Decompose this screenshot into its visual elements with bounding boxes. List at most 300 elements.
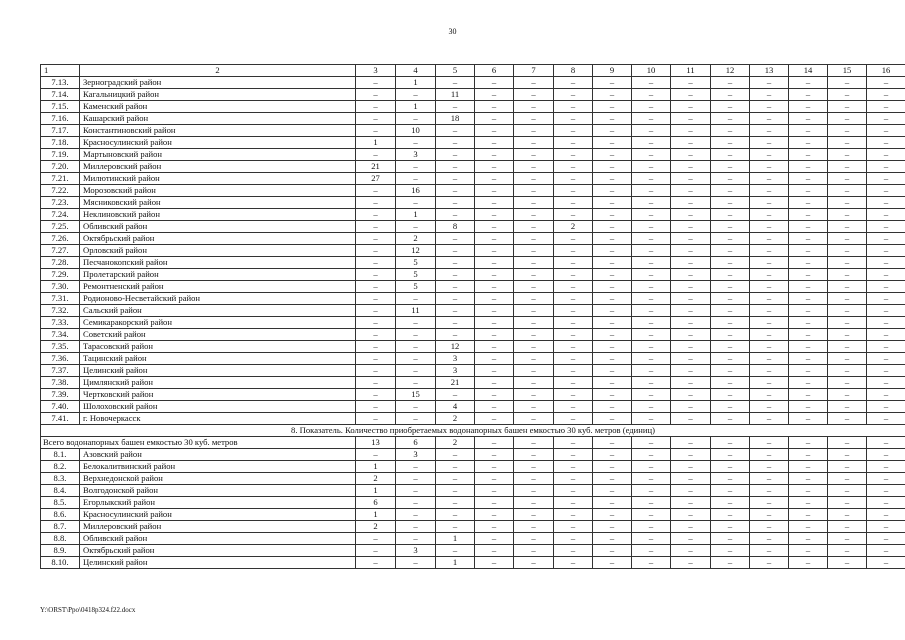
column-number-cell: 11 [671,65,711,77]
value-cell: – [789,149,828,161]
value-cell: – [789,557,828,569]
value-cell: – [867,509,905,521]
value-cell: – [514,77,554,89]
value-cell: – [475,389,514,401]
value-cell: – [475,269,514,281]
value-cell: – [554,557,593,569]
value-cell: – [593,545,632,557]
value-cell: – [867,497,905,509]
value-cell: – [711,389,750,401]
value-cell: – [867,473,905,485]
value-cell: – [436,473,475,485]
value-cell: – [828,413,867,425]
district-name-cell: Пролетарский район [80,269,356,281]
value-cell: – [593,101,632,113]
value-cell: – [632,401,671,413]
value-cell: – [671,233,711,245]
value-cell: – [711,269,750,281]
value-cell: – [356,293,396,305]
value-cell: – [593,389,632,401]
value-cell: – [671,485,711,497]
value-cell: – [514,221,554,233]
value-cell: – [396,509,436,521]
value-cell: – [436,173,475,185]
district-name-cell: Зерноградский район [80,77,356,89]
value-cell: – [671,545,711,557]
value-cell: – [671,401,711,413]
value-cell: – [593,521,632,533]
value-cell: – [475,185,514,197]
value-cell: – [867,533,905,545]
value-cell: – [867,365,905,377]
value-cell: – [867,485,905,497]
value-cell: – [828,485,867,497]
value-cell: – [436,545,475,557]
value-cell: – [750,413,789,425]
value-cell: – [554,377,593,389]
value-cell: – [789,389,828,401]
value-cell: – [828,497,867,509]
table-row [41,257,905,269]
value-cell: – [356,197,396,209]
value-cell: – [593,497,632,509]
value-cell: – [711,233,750,245]
value-cell: – [514,197,554,209]
value-cell: – [436,281,475,293]
value-cell: 2 [396,233,436,245]
value-cell: – [750,209,789,221]
value-cell: – [711,257,750,269]
table-row [41,317,905,329]
value-cell: – [750,521,789,533]
value-cell: – [789,353,828,365]
value-cell: – [356,365,396,377]
value-cell: – [475,521,514,533]
column-number-cell: 7 [514,65,554,77]
value-cell: – [554,485,593,497]
table-row [41,185,905,197]
total-value-cell: 13 [356,437,396,449]
value-cell: – [828,185,867,197]
value-cell: – [828,557,867,569]
value-cell: – [356,341,396,353]
value-cell: – [867,449,905,461]
total-row [41,437,905,449]
value-cell: 18 [436,113,475,125]
value-cell: – [356,317,396,329]
value-cell: – [514,317,554,329]
value-cell: – [789,125,828,137]
table-row [41,329,905,341]
value-cell: – [554,401,593,413]
row-number-cell: 7.32. [41,305,80,317]
value-cell: – [593,149,632,161]
value-cell: – [671,353,711,365]
value-cell: – [554,473,593,485]
row-number-cell: 7.20. [41,161,80,173]
value-cell: – [711,449,750,461]
row-number-cell: 7.23. [41,197,80,209]
district-name-cell: Мясниковский район [80,197,356,209]
row-number-cell: 7.27. [41,245,80,257]
value-cell: – [396,533,436,545]
value-cell: – [632,377,671,389]
value-cell: – [671,521,711,533]
table-row [41,137,905,149]
value-cell: – [789,185,828,197]
value-cell: – [514,329,554,341]
value-cell: – [593,473,632,485]
value-cell: – [750,401,789,413]
value-cell: – [632,449,671,461]
total-value-cell: – [593,437,632,449]
table-row [41,485,905,497]
value-cell: – [475,317,514,329]
total-value-cell: – [867,437,905,449]
value-cell: – [671,461,711,473]
table-row [41,113,905,125]
value-cell: – [789,545,828,557]
district-name-cell: Морозовский район [80,185,356,197]
value-cell: – [554,341,593,353]
column-number-cell: 10 [632,65,671,77]
table-row [41,161,905,173]
value-cell: – [711,545,750,557]
value-cell: – [593,209,632,221]
table-row [41,89,905,101]
value-cell: – [750,545,789,557]
value-cell: – [789,209,828,221]
value-cell: – [671,341,711,353]
value-cell: – [554,293,593,305]
value-cell: – [632,125,671,137]
value-cell: – [632,473,671,485]
value-cell: – [514,125,554,137]
value-cell: – [632,269,671,281]
value-cell: – [514,257,554,269]
value-cell: 5 [396,257,436,269]
value-cell: – [789,101,828,113]
value-cell: – [593,557,632,569]
row-number-cell: 7.14. [41,89,80,101]
value-cell: – [828,233,867,245]
value-cell: – [554,245,593,257]
value-cell: – [632,293,671,305]
value-cell: – [396,197,436,209]
total-label: Всего водонапорных башен емкостью 30 куб. метров [41,437,356,449]
value-cell: – [396,473,436,485]
value-cell: – [671,377,711,389]
value-cell: – [711,341,750,353]
row-number-cell: 7.24. [41,209,80,221]
value-cell: – [711,557,750,569]
value-cell: 27 [356,173,396,185]
value-cell: – [750,377,789,389]
column-number-cell: 3 [356,65,396,77]
value-cell: – [671,173,711,185]
value-cell: – [789,497,828,509]
table-row [41,413,905,425]
value-cell: – [750,497,789,509]
value-cell: – [632,245,671,257]
value-cell: – [750,281,789,293]
value-cell: – [671,329,711,341]
value-cell: – [711,173,750,185]
value-cell: – [436,197,475,209]
value-cell: – [867,413,905,425]
value-cell: – [711,521,750,533]
value-cell: – [554,269,593,281]
value-cell: – [356,281,396,293]
value-cell: – [554,233,593,245]
value-cell: – [750,77,789,89]
value-cell: – [750,137,789,149]
table-row [41,473,905,485]
table-row [41,233,905,245]
value-cell: – [828,545,867,557]
value-cell: – [396,221,436,233]
value-cell: – [554,461,593,473]
total-value-cell: – [750,437,789,449]
value-cell: – [514,545,554,557]
value-cell: – [828,257,867,269]
value-cell: – [554,317,593,329]
district-name-cell: Цимлянский район [80,377,356,389]
value-cell: – [475,329,514,341]
value-cell: – [632,281,671,293]
value-cell: – [514,161,554,173]
district-name-cell: Обливский район [80,533,356,545]
column-number-cell: 1 [41,65,80,77]
value-cell: – [554,545,593,557]
row-number-cell: 7.28. [41,257,80,269]
value-cell: – [828,161,867,173]
value-cell: – [475,257,514,269]
value-cell: – [828,401,867,413]
district-name-cell: Неклиновский район [80,209,356,221]
value-cell: – [750,509,789,521]
value-cell: – [436,485,475,497]
value-cell: – [828,137,867,149]
value-cell: – [828,113,867,125]
value-cell: – [475,497,514,509]
value-cell: – [750,125,789,137]
table-row [41,533,905,545]
value-cell: – [828,461,867,473]
value-cell: – [356,113,396,125]
table-row [41,545,905,557]
value-cell: – [396,521,436,533]
value-cell: – [828,377,867,389]
value-cell: – [828,533,867,545]
value-cell: – [789,281,828,293]
value-cell: – [789,113,828,125]
district-name-cell: Каменский район [80,101,356,113]
value-cell: – [514,557,554,569]
table-row [41,293,905,305]
value-cell: – [867,377,905,389]
value-cell: – [789,245,828,257]
value-cell: – [514,113,554,125]
value-cell: – [554,497,593,509]
value-cell: – [867,185,905,197]
value-cell: – [632,101,671,113]
value-cell: – [475,89,514,101]
value-cell: – [828,473,867,485]
value-cell: – [711,353,750,365]
value-cell: – [514,389,554,401]
column-number-row [41,65,905,77]
value-cell: – [436,269,475,281]
value-cell: – [475,125,514,137]
value-cell: 4 [436,401,475,413]
value-cell: – [789,77,828,89]
value-cell: – [867,269,905,281]
value-cell: – [711,101,750,113]
value-cell: – [789,197,828,209]
value-cell: – [671,365,711,377]
value-cell: – [356,77,396,89]
value-cell: – [356,449,396,461]
total-value-cell: – [514,437,554,449]
value-cell: – [750,161,789,173]
value-cell: – [436,149,475,161]
value-cell: – [750,473,789,485]
value-cell: – [671,413,711,425]
district-name-cell: Шолоховский район [80,401,356,413]
value-cell: – [514,473,554,485]
value-cell: – [593,317,632,329]
value-cell: – [554,413,593,425]
value-cell: – [593,401,632,413]
value-cell: – [671,245,711,257]
district-name-cell: Тарасовский район [80,341,356,353]
table-row [41,221,905,233]
value-cell: – [632,329,671,341]
value-cell: – [514,245,554,257]
table-row [41,497,905,509]
total-value-cell: – [475,437,514,449]
district-name-cell: Красносулинский район [80,509,356,521]
value-cell: – [514,305,554,317]
value-cell: – [867,401,905,413]
row-number-cell: 8.3. [41,473,80,485]
value-cell: – [475,233,514,245]
value-cell: – [750,485,789,497]
value-cell: – [436,305,475,317]
table-row [41,557,905,569]
value-cell: – [711,161,750,173]
district-name-cell: Азовский район [80,449,356,461]
value-cell: – [789,521,828,533]
value-cell: – [396,173,436,185]
value-cell: – [671,473,711,485]
column-number-cell: 13 [750,65,789,77]
value-cell: – [396,329,436,341]
value-cell: – [828,173,867,185]
value-cell: – [711,113,750,125]
total-value-cell: – [789,437,828,449]
value-cell: – [475,341,514,353]
value-cell: – [750,341,789,353]
value-cell: – [514,485,554,497]
district-name-cell: Миллеровский район [80,521,356,533]
value-cell: – [593,305,632,317]
value-cell: – [475,101,514,113]
value-cell: – [789,449,828,461]
district-name-cell: Октябрьский район [80,545,356,557]
value-cell: 21 [436,377,475,389]
row-number-cell: 7.13. [41,77,80,89]
value-cell: – [356,353,396,365]
value-cell: – [750,305,789,317]
value-cell: – [750,101,789,113]
value-cell: – [436,77,475,89]
value-cell: 16 [396,185,436,197]
value-cell: – [867,113,905,125]
district-name-cell: Волгодонской район [80,485,356,497]
row-number-cell: 8.9. [41,545,80,557]
row-number-cell: 7.19. [41,149,80,161]
value-cell: – [671,89,711,101]
district-name-cell: Сальский район [80,305,356,317]
value-cell: – [514,209,554,221]
value-cell: – [593,365,632,377]
value-cell: – [356,89,396,101]
value-cell: – [671,149,711,161]
value-cell: – [475,245,514,257]
row-number-cell: 7.16. [41,113,80,125]
value-cell: – [514,449,554,461]
value-cell: – [396,341,436,353]
value-cell: – [711,209,750,221]
value-cell: 6 [356,497,396,509]
row-number-cell: 8.8. [41,533,80,545]
value-cell: – [867,149,905,161]
value-cell: – [789,365,828,377]
value-cell: – [436,449,475,461]
table-row [41,101,905,113]
value-cell: – [554,365,593,377]
value-cell: – [356,401,396,413]
district-name-cell: Миллеровский район [80,161,356,173]
page-number: 30 [448,27,457,36]
value-cell: – [436,125,475,137]
value-cell: – [514,401,554,413]
value-cell: – [828,269,867,281]
district-name-cell: Орловский район [80,245,356,257]
value-cell: 1 [436,533,475,545]
value-cell: – [475,485,514,497]
value-cell: 1 [356,509,396,521]
value-cell: – [632,305,671,317]
district-name-cell: Песчанокопский район [80,257,356,269]
value-cell: 10 [396,125,436,137]
value-cell: – [593,233,632,245]
value-cell: – [475,149,514,161]
value-cell: – [396,557,436,569]
value-cell: – [396,365,436,377]
value-cell: – [789,413,828,425]
value-cell: – [436,497,475,509]
value-cell: – [828,293,867,305]
value-cell: – [671,305,711,317]
table-row [41,305,905,317]
value-cell: – [750,365,789,377]
value-cell: – [554,89,593,101]
value-cell: – [632,497,671,509]
total-value-cell: – [554,437,593,449]
